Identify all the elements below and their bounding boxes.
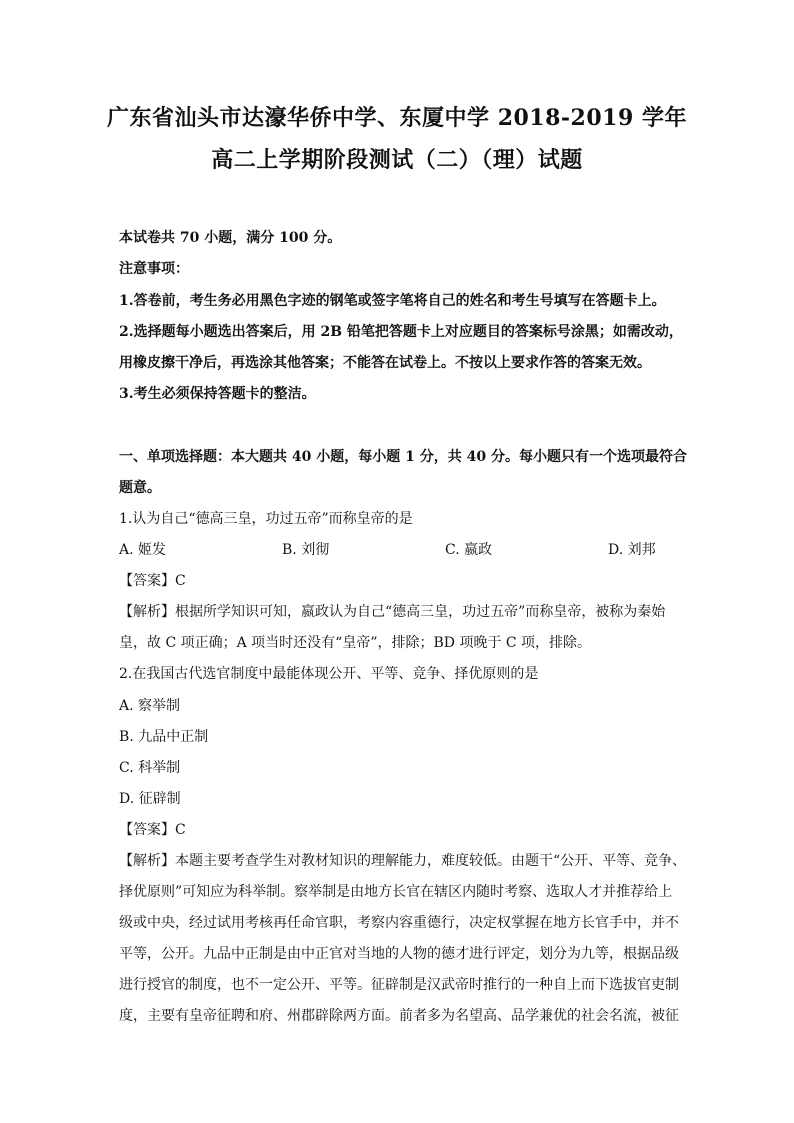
question-1-option-a: A. 姬发 <box>119 542 167 558</box>
section-heading-line2: 题意。 <box>119 480 161 496</box>
question-2-analysis-line: 级或中央，经过试用考核再任命官职，考察内容重德行，决定权掌握在地方长官手中，并不 <box>119 915 679 931</box>
question-1-analysis-line1: 【解析】根据所学知识可知，嬴政认为自己“德高三皇，功过五帝”而称皇帝，被称为秦始 <box>119 604 666 620</box>
question-2-analysis-line: 【解析】本题主要考查学生对教材知识的理解能力，难度较低。由题干“公开、平等、竞争、 <box>119 853 687 869</box>
exam-summary: 本试卷共 70 小题，满分 100 分。 <box>119 230 342 246</box>
note-1: 1.答卷前，考生务必用黑色字迹的钢笔或签字笔将自己的姓名和考生号填写在答题卡上。 <box>119 293 666 309</box>
note-2-line1: 2.选择题每小题选出答案后，用 2B 铅笔把答题卡上对应题目的答案标号涂黑；如需改动， <box>119 324 683 340</box>
question-2-option-d: D. 征辟制 <box>119 791 181 807</box>
question-2-option-c: C. 科举制 <box>119 760 181 776</box>
question-2-stem: 2.在我国古代选官制度中最能体现公开、平等、竞争、择优原则的是 <box>119 666 539 682</box>
question-2-answer: 【答案】C <box>119 822 186 838</box>
question-2-analysis-line: 平等，公开。九品中正制是由中正官对当地的人物的德才进行评定，划分为九等，根据品级 <box>119 946 679 962</box>
question-2-option-b: B. 九品中正制 <box>119 729 209 745</box>
note-2-line2: 用橡皮擦干净后，再选涂其他答案；不能答在试卷上。不按以上要求作答的答案无效。 <box>119 355 651 371</box>
question-1-option-b: B. 刘彻 <box>282 542 330 558</box>
question-1-option-c: C. 嬴政 <box>445 542 493 558</box>
question-1-analysis-line2: 皇，故 C 项正确；A 项当时还没有“皇帝”，排除；BD 项晚于 C 项，排除。 <box>119 635 592 651</box>
notes-heading: 注意事项： <box>119 261 189 277</box>
section-heading-line1: 一、单项选择题：本大题共 40 小题，每小题 1 分，共 40 分。每小题只有一个选项最符合 <box>119 449 687 465</box>
note-3: 3.考生必须保持答题卡的整洁。 <box>119 386 316 402</box>
question-2-analysis-line: 择优原则”可知应为科举制。察举制是由地方长官在辖区内随时考察、选取人才并推荐给上 <box>119 884 673 900</box>
question-1-stem: 1.认为自己“德高三皇，功过五帝”而称皇帝的是 <box>119 511 413 527</box>
question-1-answer: 【答案】C <box>119 573 186 589</box>
question-2-option-a: A. 察举制 <box>119 698 181 714</box>
document-title-line2: 高二上学期阶段测试（二）（理）试题 <box>211 147 583 173</box>
question-1-option-d: D. 刘邦 <box>608 542 656 558</box>
question-2-analysis-line: 度，主要有皇帝征聘和府、州郡辟除两方面。前者多为名望高、品学兼优的社会名流，被征 <box>119 1008 679 1024</box>
question-2-analysis-line: 进行授官的制度，也不一定公开、平等。征辟制是汉武帝时推行的一种自上而下选拔官吏制 <box>119 977 679 993</box>
document-title-line1: 广东省汕头市达濠华侨中学、东厦中学 2018-2019 学年 <box>107 105 687 131</box>
